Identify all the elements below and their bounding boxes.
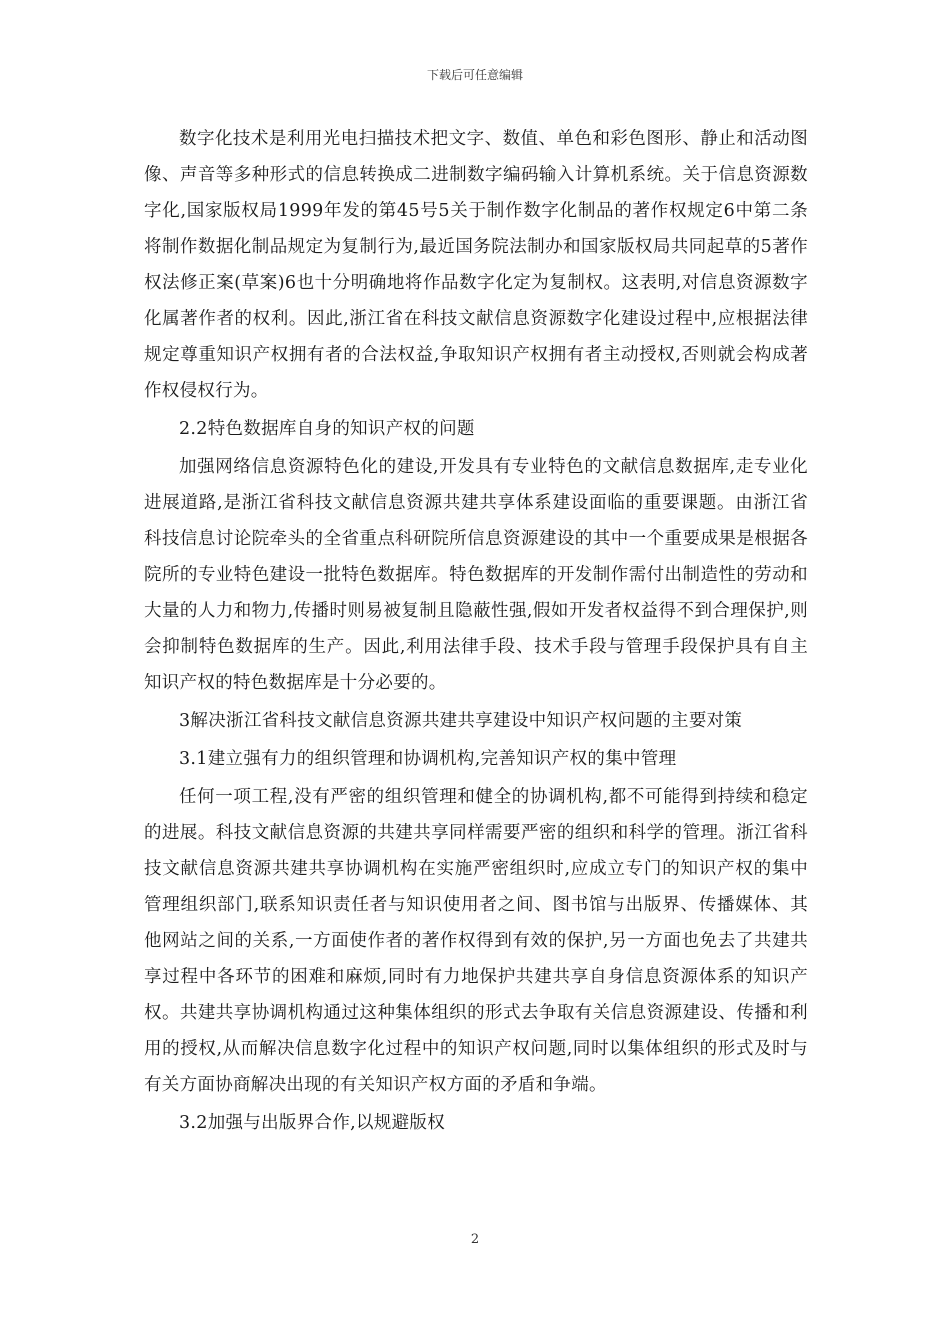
paragraph-special-database: 加强网络信息资源特色化的建设,开发具有专业特色的文献信息数据库,走专业化进展道路,是浙江省科技文献信息资源共建共享体系建设面临的重要课题。由浙江省科技信息讨论院牵头的全省重点科研院所信息资源建设的其中一个重要成果是根据各院所的专业特色建设一批特色数据库。特色数据库的开发制作需付出制造性的劳动和大量的人力和物力,传播时则易被复制且隐蔽性强,假如开发者权益得不到合理保护,则会抑制特色数据库的生产。因此,利用法律手段、技术手段与管理手段保护具有自主知识产权的特色数据库是十分必要的。 xyxy=(144,457,808,693)
paragraph-digitization: 数字化技术是利用光电扫描技术把文字、数值、单色和彩色图形、静止和活动图像、声音等多种形式的信息转换成二进制数字编码输入计算机系统。关于信息资源数字化,国家版权局1999年发的第45号5关于制作数字化制品的著作权规定6中第二条将制作数据化制品规定为复制行为,最近国务院法制办和国家版权局共同起草的5著作权法修正案(草案)6也十分明确地将作品数字化定为复制权。这表明,对信息资源数字化属著作者的权利。因此,浙江省在科技文献信息资源数字化建设过程中,应根据法律规定尊重知识产权拥有者的合法权益,争取知识产权拥有者主动授权,否则就会构成著作权侵权行为。 xyxy=(144,129,808,401)
document-body xyxy=(144,121,808,1143)
section-heading-3: 3解决浙江省科技文献信息资源共建共享建设中知识产权问题的主要对策 xyxy=(179,711,743,731)
page-header: 下载后可任意编辑 xyxy=(426,68,523,82)
paragraph-organization: 任何一项工程,没有严密的组织管理和健全的协调机构,都不可能得到持续和稳定的进展。科技文献信息资源的共建共享同样需要严密的组织和科学的管理。浙江省科技文献信息资源共建共享协调机构在实施严密组织时,应成立专门的知识产权的集中管理组织部门,联系知识责任者与知识使用者之间、图书馆与出版界、传播媒体、其他网站之间的关系,一方面使作者的著作权得到有效的保护,另一方面也免去了共建共享过程中各环节的困难和麻烦,同时有力地保护共建共享自身信息资源体系的知识产权。共建共享协调机构通过这种集体组织的形式去争取有关信息资源建设、传播和利用的授权,从而解决信息数字化过程中的知识产权问题,同时以集体组织的形式及时与有关方面协商解决出现的有关知识产权方面的矛盾和争端。 xyxy=(144,787,808,1095)
page-number: 2 xyxy=(470,1232,480,1247)
section-heading-3-2: 3.2加强与出版界合作,以规避版权 xyxy=(179,1113,445,1133)
section-heading-3-1: 3.1建立强有力的组织管理和协调机构,完善知识产权的集中管理 xyxy=(179,749,677,769)
section-heading-2-2: 2.2特色数据库自身的知识产权的问题 xyxy=(179,419,475,439)
